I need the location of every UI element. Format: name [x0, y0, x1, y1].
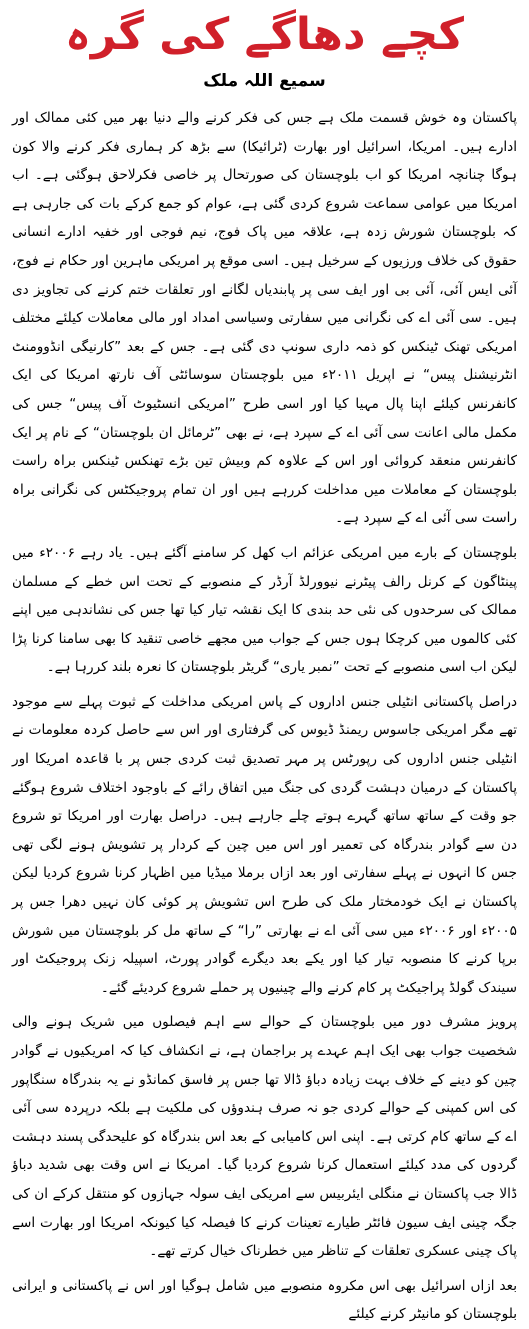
article-paragraph-2: بلوچستان کے بارے میں امریکی عزائم اب کھل کر سامنے آگئے ہیں۔ یاد رہے ۲۰۰۶ء میں پینٹاگون کے کرنل رالف پیٹرنے نیوورلڈ آرڈر کے منصوبے کے تحت اس خطے کے مسلمان ممالک کی سرحدوں کی نئی حد بندی کا ایک نقشہ تیار کیا تھا جس کی نشاندہی میں اپنے کئی کالموں میں کرچکا ہوں جس کے جواب میں مجھے خاصی تنقید کا بھی سامنا کرنا پڑا لیکن اب اسی منصوبے کے تحت ”نمبر یاری“ گریٹر بلوچستان کا نعرہ بلند کررہا ہے۔	[12, 544, 517, 676]
article-paragraph-4: پرویز مشرف دور میں بلوچستان کے حوالے سے اہم فیصلوں میں شریک ہونے والی شخصیت جواب بھی ایک اہم عہدے پر براجمان ہے، نے انکشاف کیا کہ امریکیوں نے گوادر چین کو دینے کے خلاف بہت زیادہ دباؤ ڈالا تھا جس پر فاسق کمانڈو نے یہ بندرگاہ سنگاپور کی اس کمپنی کے حوالے کردی جو نہ صرف ہندوؤں کی ملکیت ہے بلکہ درپردہ سی آئی اے کے ساتھ کام کرتی ہے۔ اپنی اس کامیابی کے بعد اس بندرگاہ کو علیحدگی پسند دہشت گردوں کی مدد کیلئے استعمال کرنا شروع کردیا گیا۔ امریکا نے اس وقت بھی شدید دباؤ ڈالا جب پاکستان نے منگلی ایئربیس سے امریکی ایف سولہ جہازوں کو منتقل کرکے ان کی جگہ چینی ایف سیون فائٹر طیارے تعینات کرنے کا فیصلہ کیا کیونکہ امریکا اور بھارت اسے پاک چینی عسکری تعلقات کے تناظر میں خطرناک خیال کرتے تھے۔	[12, 1014, 517, 1260]
article-body	[12, 104, 517, 1329]
article-paragraph-3: دراصل پاکستانی انٹیلی جنس اداروں کے پاس امریکی مداخلت کے ثبوت پہلے سے موجود تھے مگر امریکی جاسوس ریمنڈ ڈیوس کی گرفتاری اور اس سے حاصل کردہ معلومات نے انٹیلی جنس اداروں کی رپورٹس پر مہر تصدیق ثبت کردی جس پر با قاعدہ امریکا اور پاکستان کے درمیان دہشت گردی کی جنگ میں اتفاق رائے کے باوجود اختلاف شروع ہوگئے جو وقت کے ساتھ ساتھ گہرے ہوتے چلے جارہے ہیں۔ دراصل بھارت اور امریکا تو شروع دن سے گوادر بندرگاہ کی تعمیر اور اس میں چین کے کردار پر تشویش ہونے لگی تھی جس کا انہوں نے پہلے سفارتی اور بعد ازاں برملا میڈیا میں اظہار کرنا شروع کردیا لیکن پاکستان نے ایک خودمختار ملک کی طرح اس تشویش پر کوئی کان نہیں دھرا جس پر ۲۰۰۵ء اور ۲۰۰۶ء میں سی آئی اے نے بھارتی ”را“ کے ساتھ مل کر بلوچستان میں شورش برپا کرنے کا منصوبہ تیار کیا اور یکے بعد دیگرے گوادر پورٹ، اسپیلہ زنک پروجیکٹ اور سیندک گولڈ پراجیکٹ پر کام کرنے والے چینیوں پر حملے شروع کردیئے گئے۔	[12, 693, 517, 996]
article-headline: کچے دھاگے کی گرہ	[65, 9, 464, 60]
article-paragraph-1: پاکستان وہ خوش قسمت ملک ہے جس کی فکر کرنے والے دنیا بھر میں کئی ممالک اور ادارے ہیں۔ امریکا، اسرائیل اور بھارت (ٹرائیکا) سے بڑھ کر ہماری فکر کرنے والا کون ہوگا چنانچہ امریکا کو اب بلوچستان کی صورتحال پر خاصی فکرلاحق ہوگئی ہے۔ اب امریکا میں عوامی سماعت شروع کردی گئی ہے، عوام کو جمع کرکے بات کی جارہی ہے کہ بلوچستان شورش زدہ ہے، علاقہ میں پاک فوج، نیم فوجی اور خفیہ ادارے انسانی حقوق کی خلاف ورزیوں کے سرخیل ہیں۔ اسی موقع پر امریکی ماہرین اور حکام نے فوج، آئی ایس آئی، آئی بی اور ایف سی پر پابندیاں لگانے اور تعلقات ختم کرنے کی تجاویز دی ہیں۔ سی آئی اے کی نگرانی میں سفارتی وسیاسی امداد اور مالی معاملات کیلئے مختلف امریکی تھنک ٹینکس کو ذمہ داری سونپ دی گئی ہے۔ جس کے بعد ”کارنیگی انڈوومنٹ انٹرنیشنل پیس“ نے اپریل ۲۰۱۱ء میں بلوچستان سوسائٹی آف نارتھ امریکا کی ایک کانفرنس کیلئے اپنا پال مہیا کیا اور اسی طرح ”امریکی انسٹیوٹ آف پیس“ جس کی مکمل مالی اعانت سی آئی اے کے سپرد ہے، نے بھی ”ٹرمائل ان بلوچستان“ کے نام پر ایک کانفرنس منعقد کروائی اور اس کے علاوہ کم وبیش تین بڑے تھنکس ٹینکس براہ راست بلوچستان کے معاملات میں مداخلت کررہے ہیں اور ان تمام پروجیکٹس کی نگرانی براہ راست سی آئی اے کے سپرد ہے۔	[12, 110, 517, 527]
article-paragraph-5: بعد ازاں اسرائیل بھی اس مکروہ منصوبے میں شامل ہوگیا اور اس نے پاکستانی و ایرانی بلوچستان کو مانیٹر کرنے کیلئے	[12, 1277, 517, 1323]
author-byline: سمیع اللہ ملک	[203, 71, 326, 91]
